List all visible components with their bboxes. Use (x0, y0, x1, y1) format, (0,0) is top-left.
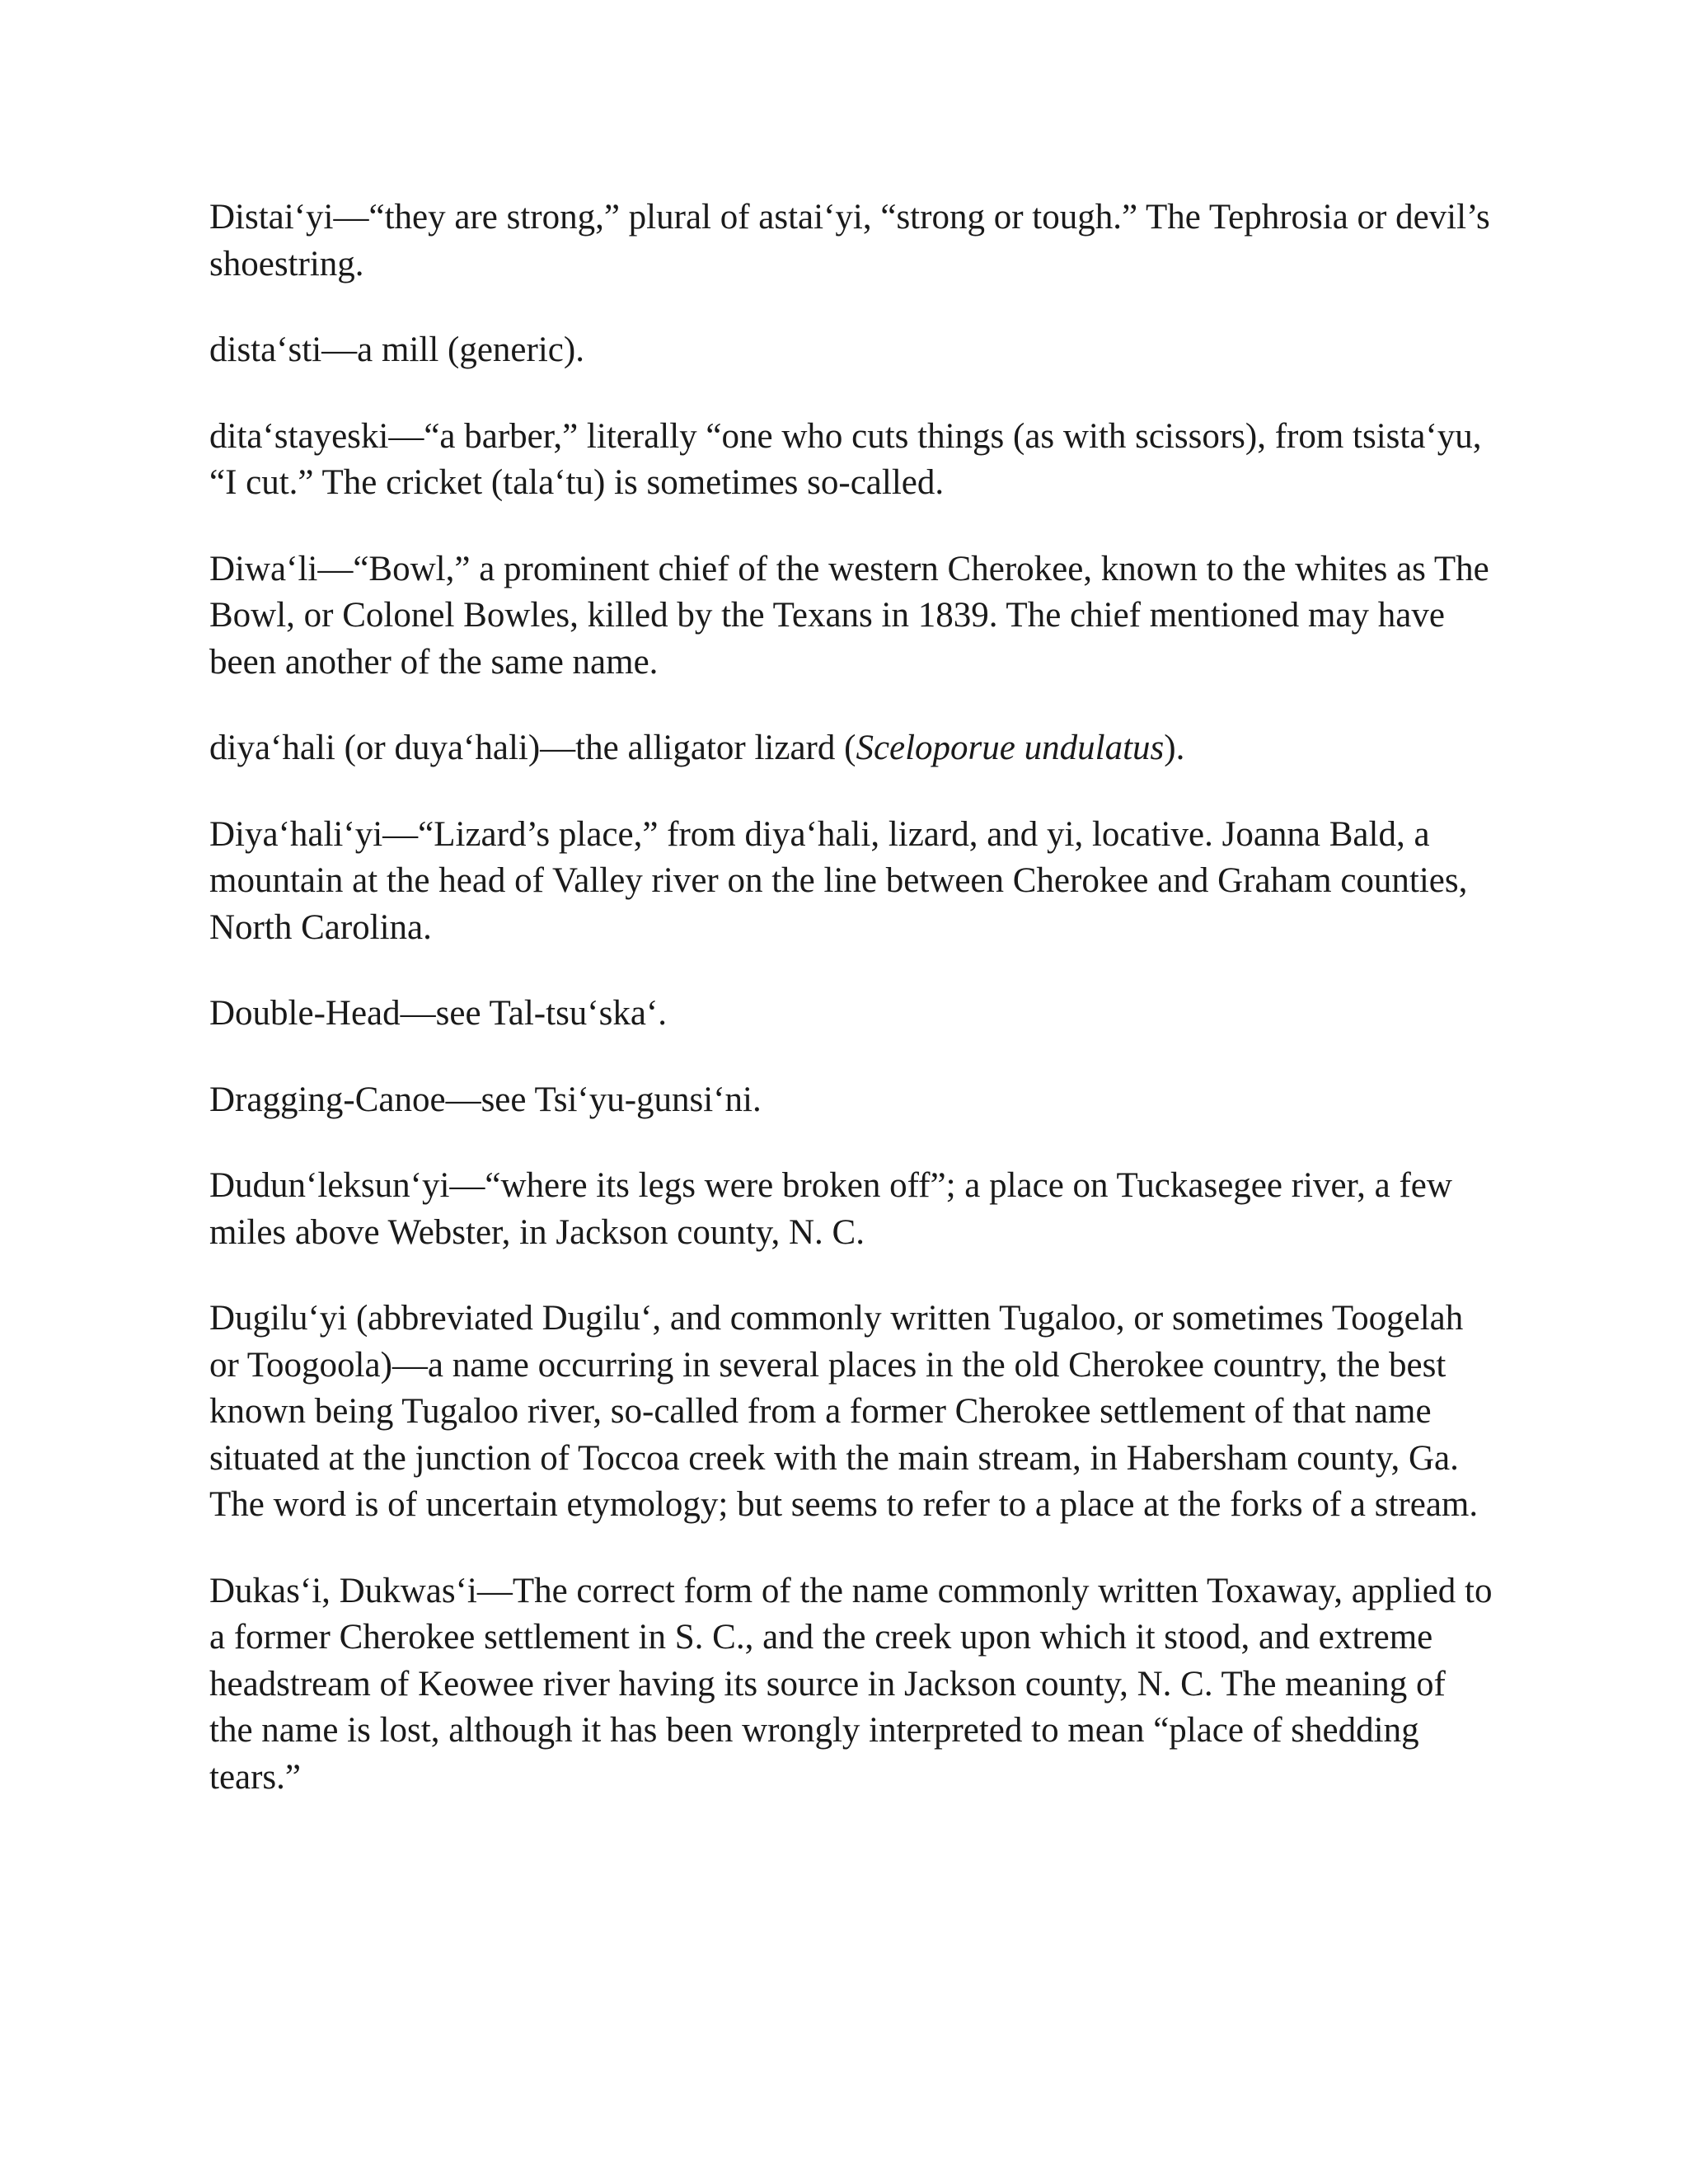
entry-text: Dugilu‘yi (abbreviated Dugilu‘, and commonly written Tugaloo, or sometimes Toogelah or Toogoola)—a name occurring in several places in the old Cherokee country, the best known being Tugaloo river, so-called from a former Cherokee settlement of that name situated at the junction of Toccoa creek with the main stream, in Habersham county, Ga. The word is of uncertain etymology; but seems to refer to a place at the forks of a stream. (209, 1299, 1479, 1524)
entry-distaiyi (209, 194, 1495, 288)
entry-text: Diya‘hali‘yi—“Lizard’s place,” from diya‘hali, lizard, and yi, locative. Joanna Bald, a mountain at the head of Valley river on the line between Cherokee and Graham counties, North Carolina. (209, 814, 1468, 947)
entry-double-head (209, 991, 1495, 1038)
entry-text-italic: Sceloporue undulatus (856, 729, 1165, 767)
entry-diyahali (209, 725, 1495, 772)
entry-text: dita‘stayeski—“a barber,” literally “one who cuts things (as with scissors), from tsista‘yu, “I cut.” The cricket (tala‘tu) is sometimes so-called. (209, 416, 1482, 502)
entry-text: Distai‘yi—“they are strong,” plural of astai‘yi, “strong or tough.” The Tephrosia or devil’s shoestring. (209, 198, 1490, 284)
entry-ditastayeski (209, 414, 1495, 507)
entry-text: Dudun‘leksun‘yi—“where its legs were broken off”; a place on Tuckasegee river, a few miles above Webster, in Jackson county, N. C. (209, 1166, 1452, 1252)
entry-text: Double-Head—see Tal-tsu‘ska‘. (209, 994, 668, 1033)
glossary-page (209, 194, 1495, 1840)
entry-distasti (209, 327, 1495, 374)
entry-dugiluyi (209, 1296, 1495, 1529)
entry-text-before: diya‘hali (or duya‘hali)—the alligator lizard ( (209, 729, 856, 767)
entry-text: dista‘sti—a mill (generic). (209, 330, 584, 369)
entry-text: Diwa‘li—“Bowl,” a prominent chief of the western Cherokee, known to the whites as The Bowl, or Colonel Bowles, killed by the Texans in 1839. The chief mentioned may have been another of the same name. (209, 549, 1489, 682)
entry-dudunleksunyi (209, 1163, 1495, 1256)
entry-dukasi (209, 1568, 1495, 1802)
entry-diwali (209, 546, 1495, 687)
entry-dragging-canoe (209, 1077, 1495, 1124)
entry-text-after: ). (1164, 729, 1185, 767)
entry-diyahaliyi (209, 812, 1495, 952)
entry-text: Dukas‘i, Dukwas‘i—The correct form of the name commonly written Toxaway, applied to a former Cherokee settlement in S. C., and the creek upon which it stood, and extreme headstream of Keowee river having its source in Jackson county, N. C. The meaning of the name is lost, although it has been wrongly interpreted to mean “place of shedding tears.” (209, 1571, 1493, 1797)
entry-text: Dragging-Canoe—see Tsi‘yu-gunsi‘ni. (209, 1080, 762, 1119)
